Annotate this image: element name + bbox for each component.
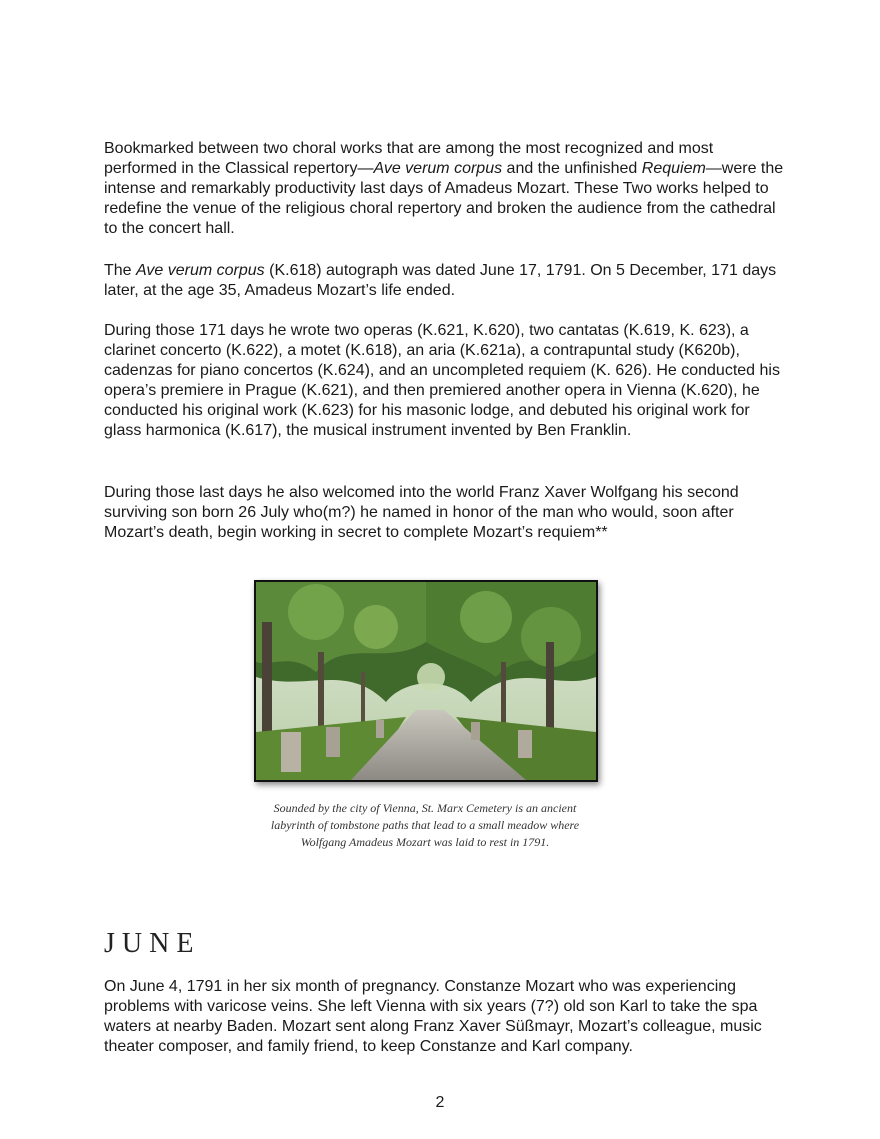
page-number: 2 (435, 1094, 445, 1111)
paragraph-june: On June 4, 1791 in her six month of pregnancy. Constanze Mozart who was experiencing problems with varicose veins. She left Vienna with six years (7?) old son Karl to take the spa waters at nearby Baden. Mozart sent along Franz Xaver Süßmayr, Mozart’s colleague, music theater composer, and family friend, to keep Constanze and Karl company. (104, 978, 762, 1055)
section-heading: JUNE (104, 928, 201, 959)
caption-line: Sounded by the city of Vienna, St. Marx Cemetery is an ancient (273, 801, 577, 815)
paragraph-son: During those last days he also welcomed into the world Franz Xaver Wolfgang his second surviving son born 26 July who(m?) he named in honor of the man who would, soon after Mozart’s death, begin working in secret to complete Mozart’s requiem** (104, 484, 739, 541)
text-run: (K.618) autograph was dated June 17, 1791. On 5 December, 171 days later, at the age 35, Amadeus Mozart’s life ended. (104, 262, 777, 299)
text-run: —were the intense and remarkably productivity last days of Amadeus Mozart. These Two works helped to redefine the venue of the religious choral repertory and broken the audience from the cathedral to the concert hall. (104, 160, 784, 237)
title-requiem: Requiem (641, 160, 706, 177)
text-run: The (104, 262, 137, 279)
title-ave-verum-corpus: Ave verum corpus (373, 160, 503, 177)
paragraph-works: During those 171 days he wrote two operas (K.621, K.620), two cantatas (K.619, K. 623), a clarinet concerto (K.622), a motet (K.618), an aria (K.621a), a contrapuntal study (K620b), cadenzas for piano concertos (K.624), and an uncompleted requiem (K. 626). He conducted his opera’s premiere in Prague (K.621), and then premiered another opera in Vienna (K.620), he conducted his original work (K.623) for his masonic lodge, and debuted his original work for glass harmonica (K.617), the musical instrument invented by Ben Franklin. (104, 322, 780, 439)
caption-line: Wolfgang Amadeus Mozart was laid to rest in 1791. (300, 835, 550, 849)
photo-caption (200, 800, 650, 851)
paragraph-intro (104, 139, 784, 239)
text-run: and the unfinished (502, 160, 642, 177)
title-ave-verum-corpus: Ave verum corpus (136, 262, 265, 279)
cemetery-photo-icon (256, 582, 596, 780)
caption-line: labyrinth of tombstone paths that lead to a small meadow where (270, 818, 580, 832)
text-run: Bookmarked between two choral works that are among the most recognized and most performed in the Classical repertory— (104, 140, 714, 177)
cemetery-photo (254, 580, 598, 782)
paragraph-autograph (104, 261, 784, 301)
